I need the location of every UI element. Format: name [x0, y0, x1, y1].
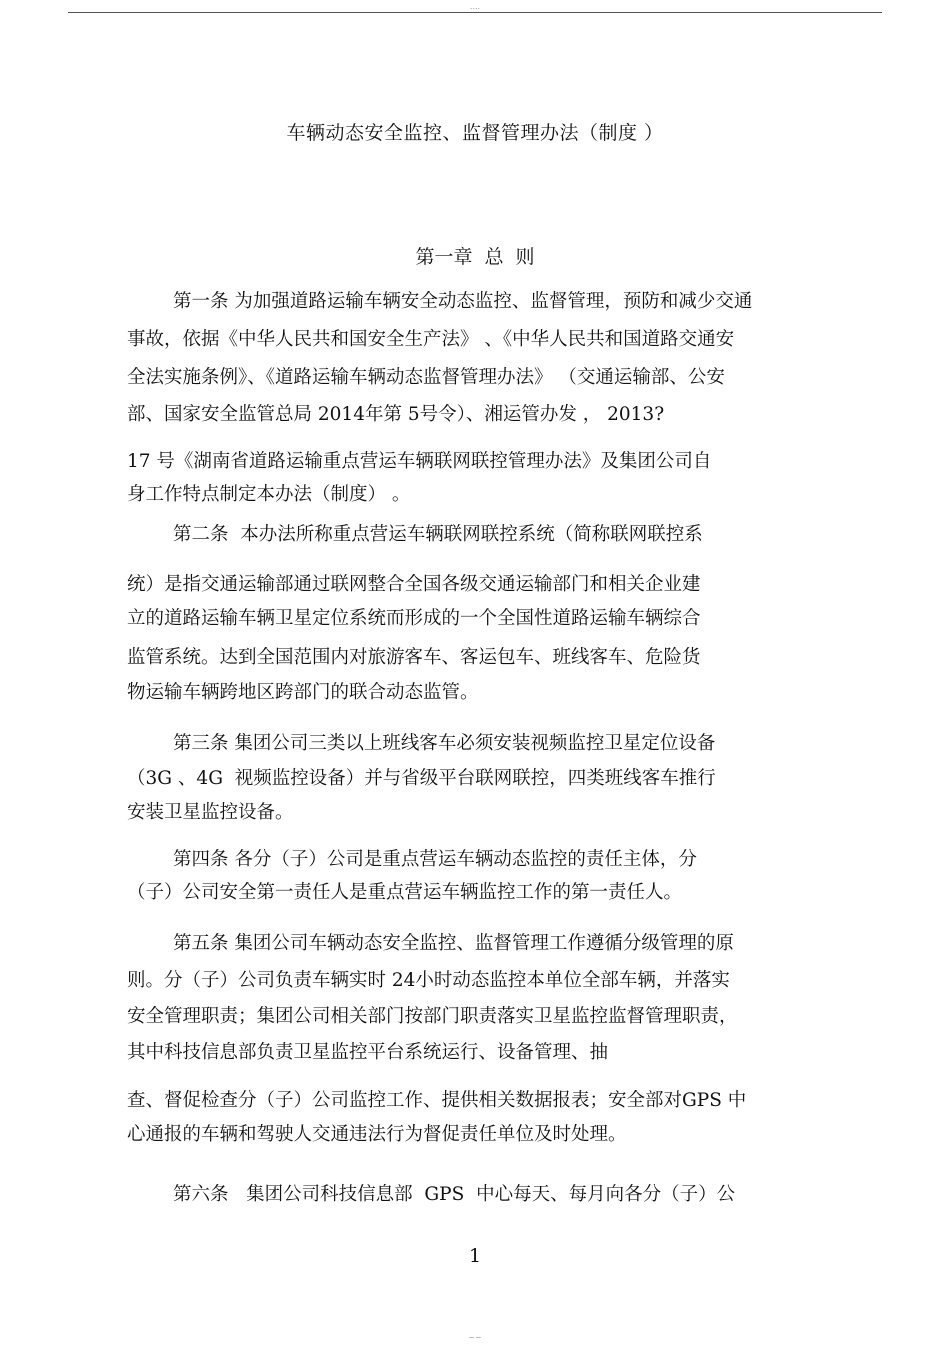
text-line: 查、督促检查分（子）公司监控工作、提供相关数据报表；安全部对GPS 中	[127, 1090, 747, 1111]
text-line: 立的道路运输车辆卫星定位系统而形成的一个全国性道路运输车辆综合	[127, 608, 701, 629]
text-line: 身工作特点制定本办法（制度） 。	[127, 484, 411, 505]
chapter-heading: 第一章 总 则	[415, 246, 535, 268]
text-line: （子）公司安全第一责任人是重点营运车辆监控工作的第一责任人。	[127, 882, 683, 903]
text-line: 17 号《湖南省道路运输重点营运车辆联网联控管理办法》及集团公司自	[127, 451, 712, 472]
text-line: 安全管理职责；集团公司相关部门按部门职责落实卫星监控监督管理职责，	[127, 1006, 738, 1027]
text-line: 安装卫星监控设备。	[127, 802, 294, 823]
header-dots: ....	[469, 2, 481, 11]
text-line: 全法实施条例》、《道路运输车辆动态监督管理办法》 （交通运输部、公安	[127, 367, 725, 388]
text-line: 其中科技信息部负责卫星监控平台系统运行、设备管理、抽	[127, 1042, 609, 1063]
text-line: 物运输车辆跨地区跨部门的联合动态监管。	[127, 682, 479, 703]
footer-dots: ~~	[468, 1333, 482, 1342]
text-line: 事故，依据《中华人民共和国安全生产法》 、《中华人民共和国道路交通安	[127, 329, 735, 350]
text-line: 第二条 本办法所称重点营运车辆联网联控系统（简称联网联控系	[173, 524, 703, 545]
text-line: 部、国家安全监管总局 2014年第 5号令）、湘运管办发 ， 2013?	[127, 404, 665, 425]
page-number: 1	[468, 1245, 482, 1267]
text-line: 第五条 集团公司车辆动态安全监控、监督管理工作遵循分级管理的原	[173, 933, 734, 954]
header-rule	[68, 12, 882, 13]
text-line: 监管系统。达到全国范围内对旅游客车、客运包车、班线客车、危险货	[127, 647, 701, 668]
document-title: 车辆动态安全监控、监督管理办法（制度 ）	[286, 122, 664, 144]
text-line: 心通报的车辆和驾驶人交通违法行为督促责任单位及时处理。	[127, 1124, 627, 1145]
text-line: （3G 、4G 视频监控设备）并与省级平台联网联控，四类班线客车推行	[127, 768, 716, 789]
text-line: 则。分（子）公司负责车辆实时 24小时动态监控本单位全部车辆，并落实	[127, 970, 730, 991]
text-line: 第四条 各分（子）公司是重点营运车辆动态监控的责任主体，分	[173, 849, 697, 870]
text-line: 第三条 集团公司三类以上班线客车必须安装视频监控卫星定位设备	[173, 733, 716, 754]
text-line: 统）是指交通运输部通过联网整合全国各级交通运输部门和相关企业建	[127, 574, 701, 595]
text-line: 第六条 集团公司科技信息部 GPS 中心每天、每月向各分（子）公	[173, 1184, 736, 1205]
text-line: 第一条 为加强道路运输车辆安全动态监控、监督管理，预防和减少交通	[173, 291, 753, 312]
